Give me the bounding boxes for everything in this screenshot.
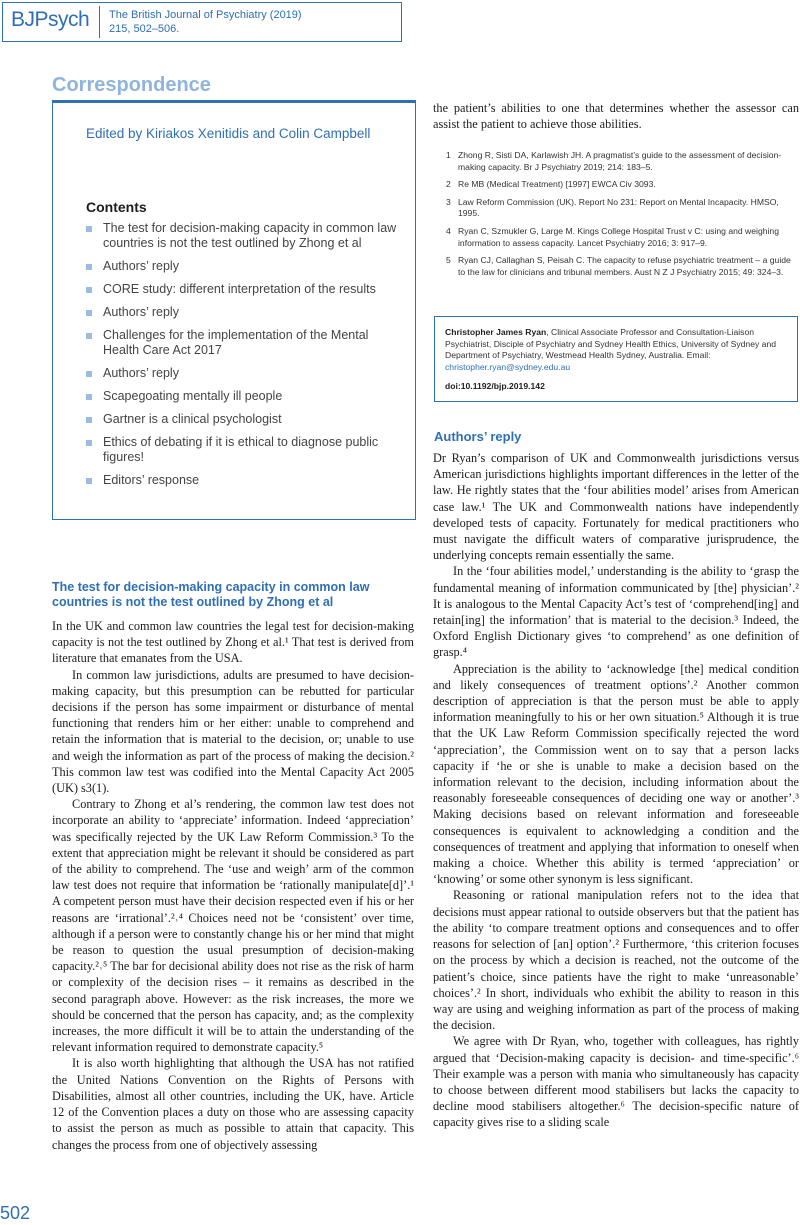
bullet-icon [86,394,92,400]
journal-citation [109,8,302,36]
reference-item: 2 Re MB (Medical Treatment) [1997] EWCA Civ 3093. [446,179,656,190]
author-email-link[interactable]: christopher.ryan@sydney.edu.au [445,361,571,372]
article-paragraph: the patient’s abilities to one that determines whether the assessor can assist the patient to achieve those abilities. [433,101,799,132]
reply-paragraph: Appreciation is the ability to ‘acknowledge [the] medical condition and likely consequences of treatment options’.² Another common description of appreciation is that the person must be able to apply information meaningfully to his or her own situation.⁵ Although it is true that the UK Law Reform Commission specifically rejected the word ‘appreciation’, the Commission went on to say that a person lacks capacity if ‘he or she is unable to make a decision based on the information relevant to the decision, including information about the reasonably foreseeable consequences of deciding one way or another’.³ Making decisions based on relevant information and foreseeable consequences is equivalent to acknowledging a condition and the consequences of treatment and applying that information to oneself when making a choice. Whether this ability is termed ‘appreciation’ or ‘knowing’ or some other synonym is less significant. [433,661,799,887]
article-paragraph: In the UK and common law countries the legal test for decision-making capacity is not the test outlined by Zhong et al.¹ That test is derived from literature that emanates from the USA. [52,619,414,666]
journal-name: The British Journal of Psychiatry (2019) [109,9,302,21]
journal-header [2,2,402,42]
reference-list [446,150,798,284]
author-box [434,316,798,402]
contents-item[interactable]: The test for decision-making capacity in common law countries is not the test outlined by Zhong et al [86,221,406,251]
journal-volume-pages: 215, 502–506. [109,23,180,35]
reply-paragraph: In the ‘four abilities model,’ understanding is the ability to ‘grasp the fundamental meaning of information communicated by [the] physician’.² It is analogous to the Mental Capacity Act’s test of ‘comprehend[ing] and retain[ing] the information’ that is material to the decision.³ Indeed, the Oxford English Dictionary gives ‘to comprehend’ as one definition of grasp.⁴ [433,564,799,660]
contents-item[interactable]: Authors’ reply [86,259,406,274]
editors-line: Edited by Kiriakos Xenitidis and Colin Campbell [86,126,371,141]
reply-paragraph: We agree with Dr Ryan, who, together with colleagues, has rightly argued that ‘Decision-making capacity is decision- and time-specific’.⁶ Their example was a person with mania who simultaneously has capacity to choose between different mood stabilisers but lacks the capacity to decline mood stabilisers altogether.⁶ The decision-specific nature of capacity gives rise to a sliding scale [433,1034,799,1130]
reply-paragraph: Dr Ryan’s comparison of UK and Commonwealth jurisdictions versus American jurisdictions highlights important differences in the letter of the law. He rightly states that the ‘four abilities model’ arises from American case law.¹ The UK and Commonwealth nations have independently developed tests of capacity. Fortunately for medical practitioners who must navigate the difficult waters of comparative jurisprudence, the underlying concepts remain essentially the same. [433,451,799,563]
bullet-icon [86,264,92,270]
contents-item[interactable]: Authors’ reply [86,366,406,381]
contents-item[interactable]: Authors’ reply [86,305,406,320]
bullet-icon [86,417,92,423]
contents-item[interactable]: Ethics of debating if it is ethical to diagnose public figures! [86,435,406,465]
article-paragraph: It is also worth highlighting that although the USA has not ratified the United Nations Convention on the Rights of Persons with Disabilities, almost all other countries, including the UK, have. Article 12 of the Convention places a duty on those who are assessing capacity to assist the person as much as possible to attain that capacity. This changes the process from one of objectively assessing [52,1056,414,1152]
article-body-right [433,100,799,132]
article-body-left [52,618,414,1153]
bullet-icon [86,333,92,339]
article-paragraph: In common law jurisdictions, adults are presumed to have decision-making capacity, but this presumption can be rebutted for particular decisions if the person has some impairment or disturbance of mental functioning that renders him or her either: unable to comprehend and retain the information that is material to the decision, or; unable to use and weigh the information as part of the process of making the decision.² This common law test was codified into the Mental Capacity Act 2005 (UK) s3(1). [52,667,414,796]
contents-list [86,221,406,496]
page-number: 502 [0,1203,31,1223]
contents-box [52,103,416,520]
section-title: Correspondence [52,74,211,96]
article-paragraph: Contrary to Zhong et al’s rendering, the common law test does not incorporate an ability to ‘appreciate’ information. Indeed ‘appreciation’ was specifically rejected by the UK Law Reform Commission.³ To the extent that appreciation might be relevant it should be considered as part of the ability to comprehend. The ‘use and weigh’ arm of the common law test does not require that information be ‘rationally manipulate[d]’.¹ A competent person must have their decision respected even if his or her reasons are ‘irrational’.²˒⁴ Choices need not be ‘consistent’ over time, although if a person were to constantly change his or her mind that might be reason to question the usual presumption of decision-making capacity.²˒⁵ The bar for decisional ability does not rise as the risk of harm or complexity of the decision rises – it remains as described in the second paragraph above. However: as the risk increases, the more we should be concerned that the person has capacity, and; as the complexity increases, the more difficult it will be to attain the understanding of the relevant information required to demonstrate capacity.⁵ [52,797,414,1055]
contents-item[interactable]: Editors’ response [86,473,406,488]
reply-body [433,450,799,1131]
doi[interactable]: doi:10.1192/bjp.2019.142 [445,381,545,391]
reference-item: 4 Ryan C, Szmukler G, Large M. Kings College Hospital Trust v C: using and weighing information to assess capacity. Lancet Psychiatry 2016; 3: 917–9. [446,225,779,248]
bullet-icon [86,226,92,232]
bullet-icon [86,478,92,484]
contents-item[interactable]: Scapegoating mentally ill people [86,389,406,404]
contents-item[interactable]: CORE study: different interpretation of the results [86,282,406,297]
reference-item: 3 Law Reform Commission (UK). Report No 231: Report on Mental Incapacity. HMSO, 1995. [446,196,779,219]
bullet-icon [86,371,92,377]
author-name: Christopher James Ryan [445,327,547,337]
author-affiliation: Christopher James Ryan, Clinical Associate Professor and Consultation-Liaison Psychiatrist, Disciple of Psychiatry and Sydney Health Ethics, University of Sydney and Department of Psychiatry, Westmead Health Sydney, Australia. Email: christopher.ryan@sydney.edu.au [445,327,777,372]
bullet-icon [86,310,92,316]
bullet-icon [86,440,92,446]
reply-title: Authors’ reply [434,429,522,444]
journal-logo: BJPsych [11,8,90,31]
reference-item: 5 Ryan CJ, Callaghan S, Peisah C. The capacity to refuse psychiatric treatment – a guide to the law for clinicians and tribunal members. Aust N Z J Psychiatry 2015; 49: 324–3. [446,255,791,277]
contents-item[interactable]: Gartner is a clinical psychologist [86,412,406,427]
reply-paragraph: Reasoning or rational manipulation refers not to the idea that decisions must appear rational to outside observers but that the patient has the ability ‘to compare treatment options and consequences and to offer reasons for selection of [an] option’.² Furthermore, ‘this criterion focuses on the process by which a decision is reached, not the outcome of the patient’s choice, since patients have the right to make ‘unreasonable’ choices’.² In short, individuals who exhibit the ability to reason in this way are using and weighing information as part of the process of making the decision. [433,888,799,1033]
article-title: The test for decision-making capacity in common law countries is not the test outlined by Zhong et al [52,580,370,609]
contents-heading: Contents [86,199,147,215]
bullet-icon [86,287,92,293]
header-divider [99,6,100,38]
reference-item: 1 Zhong R, Sisti DA, Karlawish JH. A pragmatist’s guide to the assessment of decision-making capacity. Br J Psychiatry 2019; 214: 183–5. [446,150,782,172]
contents-item[interactable]: Challenges for the implementation of the Mental Health Care Act 2017 [86,328,406,358]
